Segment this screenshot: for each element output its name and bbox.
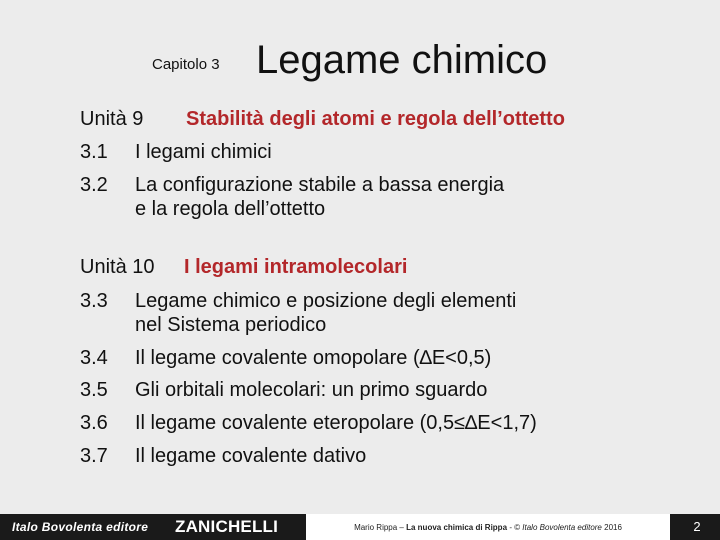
list-item	[80, 173, 504, 221]
footer-bar	[0, 514, 720, 540]
list-item	[80, 444, 366, 468]
item-text: Il legame covalente dativo	[135, 445, 367, 467]
item-number: 3.3	[80, 290, 108, 312]
item-text: I legami chimici	[135, 141, 272, 163]
credits-author: Mario Rippa –	[354, 522, 404, 532]
item-number: 3.6	[80, 412, 108, 434]
brand-logo: Italo Bovolenta editore	[12, 520, 149, 534]
credits	[306, 514, 670, 540]
item-number: 3.2	[80, 174, 108, 196]
item-text: La configurazione stabile a bassa energia	[135, 174, 505, 196]
item-text-continued: e la regola dell’ottetto	[135, 198, 326, 220]
list-item	[80, 411, 537, 435]
item-text-continued: nel Sistema periodico	[135, 314, 327, 336]
item-text: Il legame covalente eteropolare (0,5≤∆E<1,7)	[135, 412, 537, 434]
item-number: 3.7	[80, 445, 108, 467]
publisher-logo: ZANICHELLI	[175, 517, 279, 536]
list-item	[80, 289, 516, 337]
credits-editor: - © Italo Bovolenta editore	[509, 522, 602, 532]
item-number: 3.1	[80, 141, 108, 163]
list-item	[80, 378, 487, 402]
unit-9-title: Stabilità degli atomi e regola dell’ottetto	[186, 108, 565, 130]
chapter-label: Capitolo 3	[152, 56, 220, 73]
unit-9-heading	[80, 108, 565, 131]
item-text: Il legame covalente omopolare (∆E<0,5)	[135, 347, 492, 369]
page-number: 2	[693, 519, 701, 534]
unit-10-label: Unità 10	[80, 256, 155, 278]
list-item	[80, 140, 272, 164]
unit-10-heading	[80, 256, 407, 279]
credits-year: 2016	[604, 522, 622, 532]
unit-9-label: Unità 9	[80, 108, 144, 130]
item-number: 3.4	[80, 347, 108, 369]
item-text: Gli orbitali molecolari: un primo sguardo	[135, 379, 488, 401]
slide-title: Legame chimico	[256, 38, 548, 82]
list-item	[80, 346, 491, 370]
unit-10-title: I legami intramolecolari	[184, 256, 408, 278]
item-number: 3.5	[80, 379, 108, 401]
credits-book: La nuova chimica di Rippa	[406, 522, 508, 532]
item-text: Legame chimico e posizione degli elementi	[135, 290, 517, 312]
